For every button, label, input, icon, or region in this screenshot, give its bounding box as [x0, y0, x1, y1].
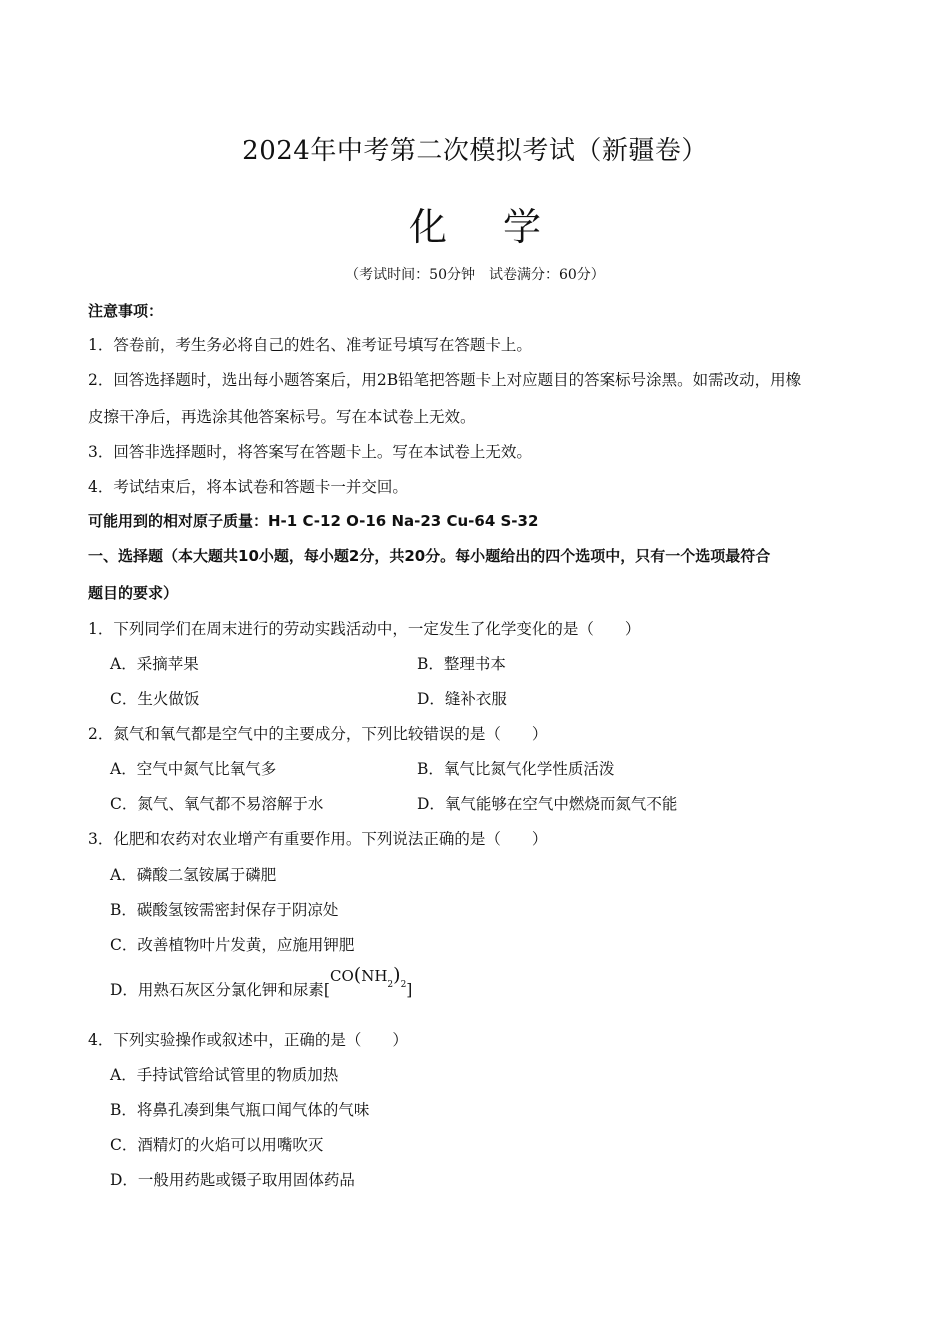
- question-option: A．磷酸二氢铵属于磷肥: [110, 866, 277, 884]
- question-option: A．手持试管给试管里的物质加热: [110, 1066, 339, 1084]
- note-item: 2．回答选择题时，选出每小题答案后，用2B铅笔把答题卡上对应题目的答案标号涂黑。如需改动，用橡: [88, 371, 802, 389]
- section-title-cont: 题目的要求）: [88, 584, 179, 602]
- exam-info: （考试时间：50分钟 试卷满分：60分）: [345, 267, 605, 283]
- question-option: C．酒精灯的火焰可以用嘴吹灭: [110, 1136, 324, 1154]
- question-stem: 1．下列同学们在周末进行的劳动实践活动中，一定发生了化学变化的是（ ）: [88, 620, 641, 638]
- question-option: D．缝补衣服: [417, 690, 507, 708]
- option-text: D．用熟石灰区分氯化钾和尿素[: [110, 981, 330, 999]
- question-stem: 4．下列实验操作或叙述中，正确的是（ ）: [88, 1031, 408, 1049]
- section-title: 一、选择题（本大题共10小题，每小题2分，共20分。每小题给出的四个选项中，只有一个选项最符合: [88, 547, 771, 565]
- question-stem: 3．化肥和农药对农业增产有重要作用。下列说法正确的是（ ）: [88, 830, 548, 848]
- note-item: 皮擦干净后，再选涂其他答案标号。写在本试卷上无效。: [88, 408, 476, 426]
- exam-title: 2024年中考第二次模拟考试（新疆卷）: [242, 136, 708, 166]
- question-option: B．将鼻孔凑到集气瓶口闻气体的气味: [110, 1101, 370, 1119]
- question-option: C．氮气、氧气都不易溶解于水: [110, 795, 324, 813]
- question-option: B．碳酸氢铵需密封保存于阴凉处: [110, 901, 339, 919]
- question-option: D．氧气能够在空气中燃烧而氮气不能: [417, 795, 678, 813]
- urea-formula: $CO(NH_2)_2$: [329, 964, 407, 990]
- note-item: 4．考试结束后，将本试卷和答题卡一并交回。: [88, 478, 408, 496]
- question-option: C．生火做饭: [110, 690, 200, 708]
- question-stem: 2．氮气和氧气都是空气中的主要成分，下列比较错误的是（ ）: [88, 725, 548, 743]
- question-option: A．空气中氮气比氧气多: [110, 760, 277, 778]
- question-option: B．整理书本: [417, 655, 506, 673]
- atomic-masses: 可能用到的相对原子质量：H-1 C-12 O-16 Na-23 Cu-64 S-32: [88, 512, 539, 530]
- notes-title: 注意事项：: [88, 302, 164, 320]
- question-option: C．改善植物叶片发黄，应施用钾肥: [110, 936, 355, 954]
- subject-title: 化学: [408, 205, 597, 249]
- question-option: D．一般用药匙或镊子取用固体药品: [110, 1171, 355, 1189]
- question-option: B．氧气比氮气化学性质活泼: [417, 760, 615, 778]
- note-item: 1．答卷前，考生务必将自己的姓名、准考证号填写在答题卡上。: [88, 336, 532, 354]
- note-item: 3．回答非选择题时，将答案写在答题卡上。写在本试卷上无效。: [88, 443, 532, 461]
- question-option-with-formula: D．用熟石灰区分氯化钾和尿素$[CO(NH_2)_2]$: [110, 964, 413, 999]
- question-option: A．采摘苹果: [110, 655, 199, 673]
